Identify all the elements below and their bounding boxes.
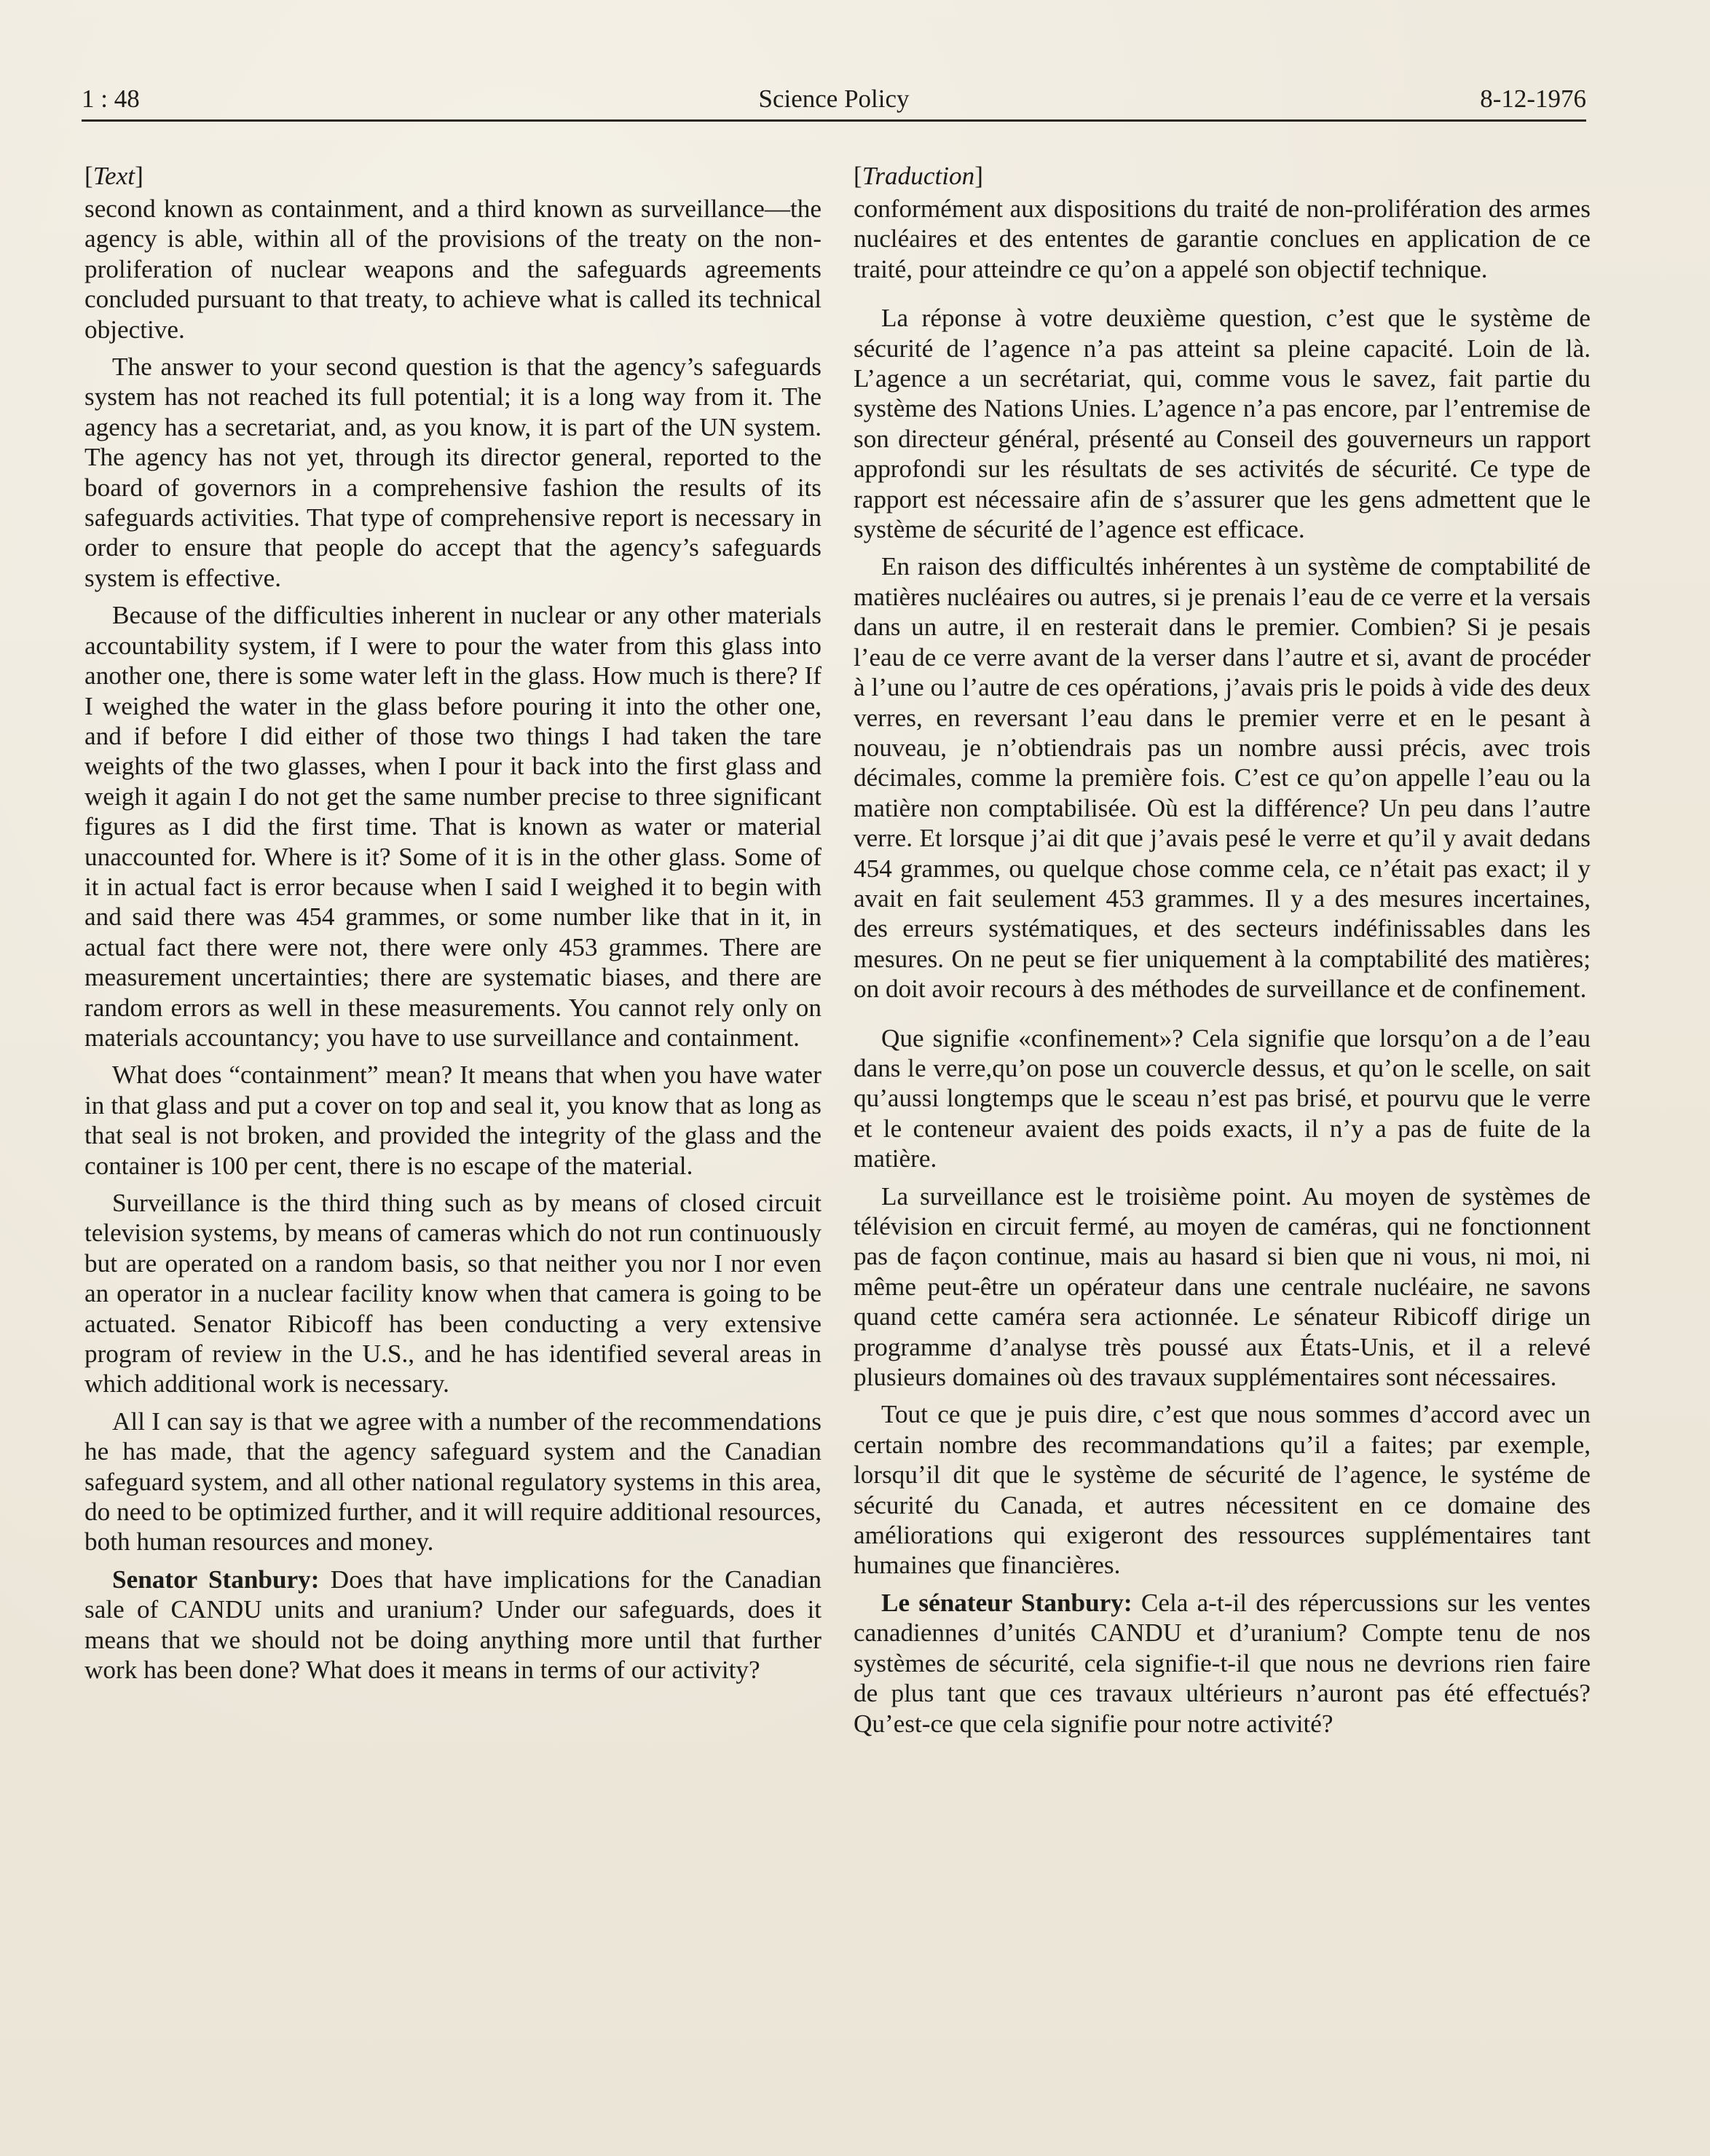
french-paragraph: Que signifie «confinement»? Cela signifie que lorsqu’on a de l’eau dans le verre,qu’on pose un couvercle dessus, et qu’on le scelle, on sait qu’aussi longtemps que le sceau n’est pas brisé, et pourvu que le verre et le conteneur avaient des poids exacts, il n’y a pas de fuite de la matière. <box>854 1023 1591 1173</box>
english-paragraph: second known as containment, and a third known as surveillance—the agency is able, within all of the provisions of the treaty on the non-proliferation of nuclear weapons and the safeguards agreements concluded pursuant to that treaty, to achieve what is called its technical objective. <box>84 194 821 344</box>
french-paragraph: En raison des difficultés inhérentes à un système de comptabilité de matières nucléaires ou autres, si je prenais l’eau de ce verre et la versais dans un autre, il en resterait dans le premier. Combien? Si je pesais l’eau de ce verre avant de la verser dans l’autre et si, avant de procéder à l’une ou l’autre de ces opérations, j’avais pris le poids à vide des deux verres, en reversant l’eau dans le premier verre et en le pesant à nouveau, je n’obtiendrais pas un nombre aussi précis, avec trois décimales, comme la première fois. C’est ce qu’on appelle l’eau ou la matière non comptabilisée. Où est la différence? Un peu dans l’autre verre. Et lorsque j’ai dit que j’avais pesé le verre et qu’il y avait dedans 454 grammes, ou quelque chose comme cela, ce n’était pas exact; il y avait en fait seulement 453 grammes. Il y a des mesures incertaines, des erreurs systématiques, et des secteurs indéfinissables dans les mesures. On ne peut se fier uniquement à la comptabilité des matières; on doit avoir recours à des méthodes de surveillance et de confinement. <box>854 552 1591 1004</box>
english-column <box>84 159 821 1693</box>
french-paragraph: La réponse à votre deuxième question, c’est que le système de sécurité de l’agence n’a pas atteint sa pleine capacité. Loin de là. L’agence a un secrétariat, qui, comme vous le savez, fait partie du système des Nations Unies. L’agence n’a pas encore, par l’entremise de son directeur général, présenté au Conseil des gouverneurs un rapport approfondi sur les résultats de ses activités de sécurité. Ce type de rapport est nécessaire afin de s’assurer que les gens admettent que le système de sécurité de l’agence est efficace. <box>854 304 1591 544</box>
french-paragraph: La surveillance est le troisième point. Au moyen de systèmes de télévision en circuit fermé, au moyen de caméras, qui ne fonctionnent pas de façon continue, mais au hasard si bien que ni vous, ni moi, ni même peut-être un opérateur dans une centrale nucléaire, ne savons quand cette caméra sera actionnée. Le sénateur Ribicoff dirige un programme d’analyse très poussé aux États-Unis, et il a relevé plusieurs domaines où des travaux supplémentaires sont nécessaires. <box>854 1181 1591 1392</box>
page-number: 1 : 48 <box>82 84 140 113</box>
page-header <box>82 82 1586 122</box>
header-date: 8-12-1976 <box>1480 84 1586 113</box>
french-paragraph: Tout ce que je puis dire, c’est que nous sommes d’accord avec un certain nombre des recommandations qu’il a faites; par exemple, lorsqu’il dit que le système de sécurité de l’agence, le systéme de sécurité du Canada, et autres nécessitent en ce domaine des améliorations qui exigeront des ressources supplémentaires tant humaines que financières. <box>854 1400 1591 1580</box>
english-paragraph: All I can say is that we agree with a number of the recommendations he has made, that the agency safeguard system and the Canadian safeguard system, and all other national regulatory systems in this area, do need to be optimized further, and it will require additional resources, both human resources and money. <box>84 1406 821 1557</box>
speaker-text: Cela a-t-il des répercussions sur les ventes canadiennes d’unités CANDU et d’uranium? Compte tenu de nos systèmes de sécurité, cela signifie-t-il que nous ne devrions rien faire de plus tant que ces travaux ultérieurs n’auront pas été effectués? Qu’est-ce que cela signifie pour notre activité? <box>854 1588 1591 1738</box>
english-paragraph: What does “containment” mean? It means that when you have water in that glass and put a cover on top and seal it, you know that as long as that seal is not broken, and provided the integrity of the glass and the container is 100 per cent, there is no escape of the material. <box>84 1061 821 1180</box>
speaker-text: Does that have implications for the Canadian sale of CANDU units and uranium? Under our safeguards, does it means that we should not be doing anything more until that further work has been done? What does it means in terms of our activity? <box>84 1565 821 1685</box>
english-paragraph: Surveillance is the third thing such as by means of closed circuit television systems, by means of cameras which do not run continuously but are operated on a random basis, so that neither you nor I nor even an operator in a nuclear facility know when that camera is going to be actuated. Senator Ribicoff has been conducting a very extensive program of review in the U.S., and he has identified several areas in which additional work is necessary. <box>84 1189 821 1398</box>
french-paragraph: conformément aux dispositions du traité de non-prolifération des armes nucléaires et des ententes de garantie conclues en application de ce traité, pour atteindre ce qu’on a appelé son objectif technique. <box>854 194 1591 283</box>
english-column-label: [Text] <box>84 162 143 190</box>
running-title: Science Policy <box>758 84 910 113</box>
english-speaker-paragraph <box>84 1565 821 1685</box>
english-paragraph: The answer to your second question is that the agency’s safeguards system has not reached its full potential; it is a long way from it. The agency has a secretariat, and, as you know, it is part of the UN system. The agency has not yet, through its director general, reported to the board of governors in a comprehensive fashion the results of its safeguards activities. That type of comprehensive report is necessary in order to ensure that people do accept that the agency’s safeguards system is effective. <box>84 353 821 592</box>
speaker-name: Le sénateur Stanbury: <box>881 1588 1132 1617</box>
french-speaker-paragraph <box>854 1588 1591 1739</box>
english-paragraph: Because of the difficulties inherent in nuclear or any other materials accountability system, if I were to pour the water from this glass into another one, there is some water left in the glass. How much is there? If I weighed the water in the glass before pouring it into the other one, and if before I did either of those two things I had taken the tare weights of the two glasses, when I pour it back into the first glass and weigh it again I do not get the same number precise to three significant figures as I did the first time. That is known as water or material unaccounted for. Where is it? Some of it is in the other glass. Some of it in actual fact is error because when I said I weighed it to begin with and said there was 454 grammes, or some number like that in it, in actual fact there were not, there were only 453 grammes. There are measurement uncertainties; there are systematic biases, and there are random errors as well in these measurements. You cannot rely only on materials accountancy; you have to use surveillance and containment. <box>84 601 821 1052</box>
french-column <box>854 159 1591 1746</box>
french-column-label: [Traduction] <box>854 162 983 190</box>
speaker-name: Senator Stanbury: <box>112 1565 320 1594</box>
